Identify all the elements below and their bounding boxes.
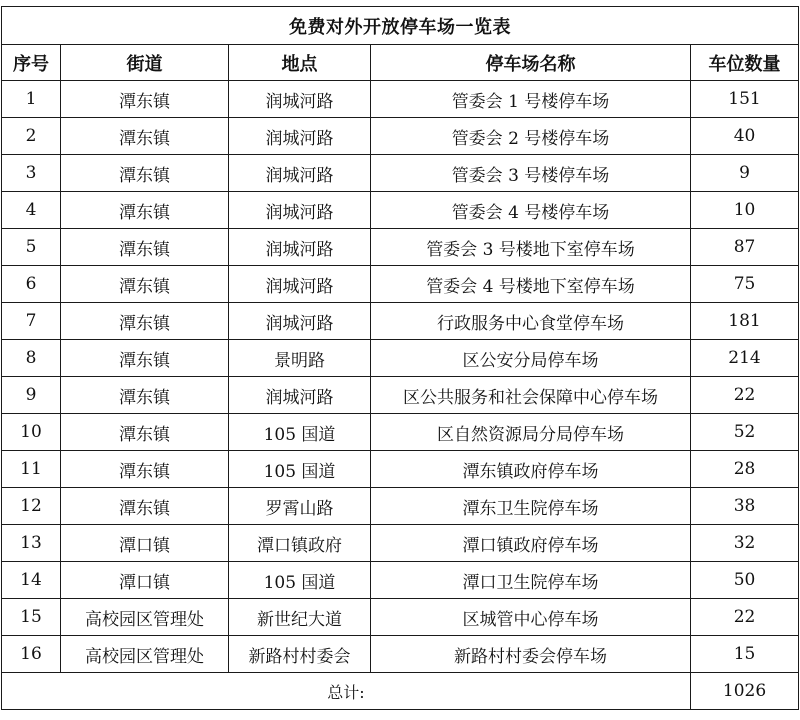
cell-lot-name: 区公共服务和社会保障中心停车场 xyxy=(371,377,691,414)
cell-lot-name: 潭东镇政府停车场 xyxy=(371,451,691,488)
cell-lot-name: 管委会 4 号楼停车场 xyxy=(371,192,691,229)
cell-place: 润城河路 xyxy=(229,303,371,340)
table-row xyxy=(2,562,799,599)
cell-place: 105 国道 xyxy=(229,451,371,488)
total-label: 总计: xyxy=(2,673,691,710)
cell-street: 潭东镇 xyxy=(61,118,229,155)
cell-place: 润城河路 xyxy=(229,155,371,192)
cell-street: 潭东镇 xyxy=(61,266,229,303)
cell-lot-name: 潭口镇政府停车场 xyxy=(371,525,691,562)
cell-no: 13 xyxy=(2,525,61,562)
table-row xyxy=(2,488,799,525)
cell-no: 1 xyxy=(2,81,61,118)
cell-space-count: 75 xyxy=(691,266,799,303)
cell-space-count: 28 xyxy=(691,451,799,488)
table-row xyxy=(2,266,799,303)
cell-street: 潭东镇 xyxy=(61,414,229,451)
table-row xyxy=(2,377,799,414)
total-row xyxy=(2,673,799,710)
table-row xyxy=(2,414,799,451)
cell-space-count: 32 xyxy=(691,525,799,562)
header-no: 序号 xyxy=(2,45,61,81)
table-body xyxy=(2,81,799,673)
cell-place: 105 国道 xyxy=(229,414,371,451)
cell-no: 10 xyxy=(2,414,61,451)
cell-lot-name: 区自然资源局分局停车场 xyxy=(371,414,691,451)
cell-street: 潭东镇 xyxy=(61,340,229,377)
cell-street: 潭口镇 xyxy=(61,562,229,599)
table-row xyxy=(2,451,799,488)
cell-space-count: 22 xyxy=(691,599,799,636)
cell-lot-name: 管委会 1 号楼停车场 xyxy=(371,81,691,118)
cell-no: 12 xyxy=(2,488,61,525)
cell-space-count: 87 xyxy=(691,229,799,266)
table-row xyxy=(2,340,799,377)
cell-space-count: 22 xyxy=(691,377,799,414)
cell-lot-name: 区城管中心停车场 xyxy=(371,599,691,636)
cell-space-count: 40 xyxy=(691,118,799,155)
cell-space-count: 52 xyxy=(691,414,799,451)
cell-street: 潭东镇 xyxy=(61,192,229,229)
cell-place: 景明路 xyxy=(229,340,371,377)
cell-place: 新路村村委会 xyxy=(229,636,371,673)
cell-place: 润城河路 xyxy=(229,81,371,118)
cell-place: 润城河路 xyxy=(229,377,371,414)
cell-place: 105 国道 xyxy=(229,562,371,599)
cell-no: 4 xyxy=(2,192,61,229)
cell-place: 润城河路 xyxy=(229,266,371,303)
cell-no: 7 xyxy=(2,303,61,340)
cell-lot-name: 管委会 4 号楼地下室停车场 xyxy=(371,266,691,303)
header-count: 车位数量 xyxy=(691,45,799,81)
cell-place: 罗霄山路 xyxy=(229,488,371,525)
parking-lot-table xyxy=(1,6,799,710)
header-name: 停车场名称 xyxy=(371,45,691,81)
table-row xyxy=(2,229,799,266)
cell-lot-name: 新路村村委会停车场 xyxy=(371,636,691,673)
total-value: 1026 xyxy=(691,673,799,710)
cell-street: 高校园区管理处 xyxy=(61,599,229,636)
cell-no: 15 xyxy=(2,599,61,636)
cell-place: 润城河路 xyxy=(229,192,371,229)
cell-no: 11 xyxy=(2,451,61,488)
table-row xyxy=(2,192,799,229)
cell-street: 潭东镇 xyxy=(61,488,229,525)
table-title: 免费对外开放停车场一览表 xyxy=(2,7,799,45)
cell-lot-name: 管委会 2 号楼停车场 xyxy=(371,118,691,155)
cell-lot-name: 行政服务中心食堂停车场 xyxy=(371,303,691,340)
cell-space-count: 38 xyxy=(691,488,799,525)
cell-street: 潭东镇 xyxy=(61,229,229,266)
cell-lot-name: 潭口卫生院停车场 xyxy=(371,562,691,599)
cell-street: 潭东镇 xyxy=(61,377,229,414)
cell-lot-name: 管委会 3 号楼地下室停车场 xyxy=(371,229,691,266)
cell-space-count: 10 xyxy=(691,192,799,229)
title-row xyxy=(2,7,799,45)
table-row xyxy=(2,525,799,562)
cell-no: 5 xyxy=(2,229,61,266)
cell-space-count: 9 xyxy=(691,155,799,192)
cell-space-count: 15 xyxy=(691,636,799,673)
cell-no: 14 xyxy=(2,562,61,599)
cell-no: 9 xyxy=(2,377,61,414)
header-row xyxy=(2,45,799,81)
cell-place: 润城河路 xyxy=(229,118,371,155)
cell-street: 高校园区管理处 xyxy=(61,636,229,673)
cell-no: 16 xyxy=(2,636,61,673)
table-row xyxy=(2,118,799,155)
cell-space-count: 181 xyxy=(691,303,799,340)
cell-no: 8 xyxy=(2,340,61,377)
cell-no: 3 xyxy=(2,155,61,192)
cell-lot-name: 区公安分局停车场 xyxy=(371,340,691,377)
cell-street: 潭东镇 xyxy=(61,451,229,488)
cell-lot-name: 管委会 3 号楼停车场 xyxy=(371,155,691,192)
cell-place: 潭口镇政府 xyxy=(229,525,371,562)
cell-street: 潭东镇 xyxy=(61,155,229,192)
cell-space-count: 50 xyxy=(691,562,799,599)
table-row xyxy=(2,636,799,673)
header-place: 地点 xyxy=(229,45,371,81)
table-row xyxy=(2,81,799,118)
table-row xyxy=(2,599,799,636)
cell-street: 潭口镇 xyxy=(61,525,229,562)
cell-place: 润城河路 xyxy=(229,229,371,266)
cell-street: 潭东镇 xyxy=(61,81,229,118)
cell-no: 2 xyxy=(2,118,61,155)
table-row xyxy=(2,155,799,192)
cell-no: 6 xyxy=(2,266,61,303)
header-street: 街道 xyxy=(61,45,229,81)
cell-space-count: 214 xyxy=(691,340,799,377)
cell-lot-name: 潭东卫生院停车场 xyxy=(371,488,691,525)
cell-place: 新世纪大道 xyxy=(229,599,371,636)
cell-street: 潭东镇 xyxy=(61,303,229,340)
cell-space-count: 151 xyxy=(691,81,799,118)
table-row xyxy=(2,303,799,340)
